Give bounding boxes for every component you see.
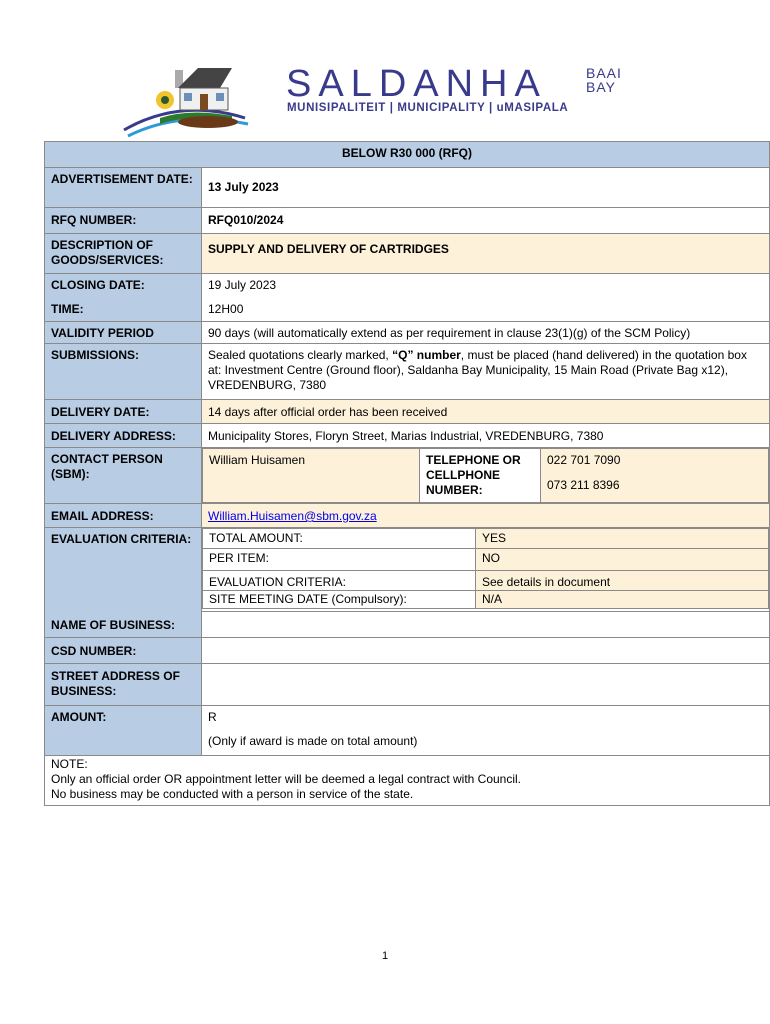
eval-value-site-meeting: N/A [476,591,769,609]
eval-value-per-item: NO [476,549,769,571]
value-phone-1: 022 701 7090 [547,453,621,467]
evaluation-inner-table [202,528,769,609]
email-link[interactable]: William.Huisamen@sbm.gov.za [208,509,377,523]
value-street-address[interactable] [202,664,770,706]
note-cell [45,756,770,806]
label-rfq-number: RFQ NUMBER: [45,208,202,234]
house-emblem-icon [120,58,250,138]
label-email: EMAIL ADDRESS: [45,504,202,528]
label-evaluation: EVALUATION CRITERIA: [45,528,202,612]
eval-name-site-meeting: SITE MEETING DATE (Compulsory): [203,591,476,609]
eval-name-criteria: EVALUATION CRITERIA: [203,571,476,591]
value-business-name[interactable] [202,612,770,638]
label-delivery-date: DELIVERY DATE: [45,400,202,424]
value-amount: R [208,710,217,724]
form-header: BELOW R30 000 (RFQ) [45,142,770,168]
label-phone: TELEPHONE OR CELLPHONE NUMBER: [420,449,541,503]
label-time: TIME: [45,296,202,322]
municipality-logo [120,58,650,138]
value-contact-person: William Huisamen [203,449,420,503]
value-delivery-date: 14 days after official order has been received [202,400,770,424]
brand-bay: BAY [586,79,616,95]
value-amount-cell[interactable] [202,706,770,756]
note-line-1: Only an official order OR appointment letter will be deemed a legal contract with Council. [51,772,522,786]
label-contact-person: CONTACT PERSON (SBM): [45,448,202,504]
value-description: SUPPLY AND DELIVERY OF CARTRIDGES [202,234,770,274]
label-advertisement-date: ADVERTISEMENT DATE: [45,168,202,208]
value-time: 12H00 [202,296,770,322]
evaluation-cell [202,528,770,612]
email-cell [202,504,770,528]
label-street-address: STREET ADDRESS OF BUSINESS: [45,664,202,706]
brand-baai: BAAI [586,65,622,81]
rfq-form-table [44,141,770,806]
label-closing-date: CLOSING DATE: [45,274,202,296]
value-submissions [202,344,770,400]
value-csd-number[interactable] [202,638,770,664]
note-title: NOTE: [51,757,88,771]
eval-value-criteria: See details in document [476,571,769,591]
contact-cell [202,448,770,504]
label-description: DESCRIPTION OF GOODS/SERVICES: [45,234,202,274]
value-rfq-number: RFQ010/2024 [202,208,770,234]
value-delivery-address: Municipality Stores, Floryn Street, Marias Industrial, VREDENBURG, 7380 [202,424,770,448]
eval-name-total: TOTAL AMOUNT: [203,529,476,549]
note-line-2: No business may be conducted with a person in service of the state. [51,787,414,801]
brand-name: SALDANHA [286,63,547,105]
label-amount: AMOUNT: [45,706,202,756]
value-phone-2: 073 211 8396 [547,478,620,492]
value-advertisement-date: 13 July 2023 [202,168,770,208]
contact-inner-table [202,448,769,503]
eval-name-per-item: PER ITEM: [203,549,476,571]
submissions-text-pre: Sealed quotations clearly marked, [208,348,393,362]
value-validity: 90 days (will automatically extend as per requirement in clause 23(1)(g) of the SCM Policy) [202,322,770,344]
submissions-text-bold: “Q” number [392,348,461,362]
value-closing-date: 19 July 2023 [202,274,770,296]
brand-baai-bay [586,66,622,94]
label-validity: VALIDITY PERIOD [45,322,202,344]
label-submissions: SUBMISSIONS: [45,344,202,400]
label-delivery-address: DELIVERY ADDRESS: [45,424,202,448]
label-business-name: NAME OF BUSINESS: [45,612,202,638]
amount-note: (Only if award is made on total amount) [208,734,418,748]
label-csd-number: CSD NUMBER: [45,638,202,664]
brand-subtitle: MUNISIPALITEIT | MUNICIPALITY | uMASIPALA [287,102,569,114]
eval-value-total: YES [476,529,769,549]
value-phones [541,449,769,503]
submissions-text-post: , must be placed (hand delivered) in the quotation box at: Investment Centre (Ground floor), Saldanha Bay Municipality, 15 Main Road (Private Bag x12), VREDENBURG, 7380 [208,348,747,392]
page-number: 1 [381,950,389,962]
